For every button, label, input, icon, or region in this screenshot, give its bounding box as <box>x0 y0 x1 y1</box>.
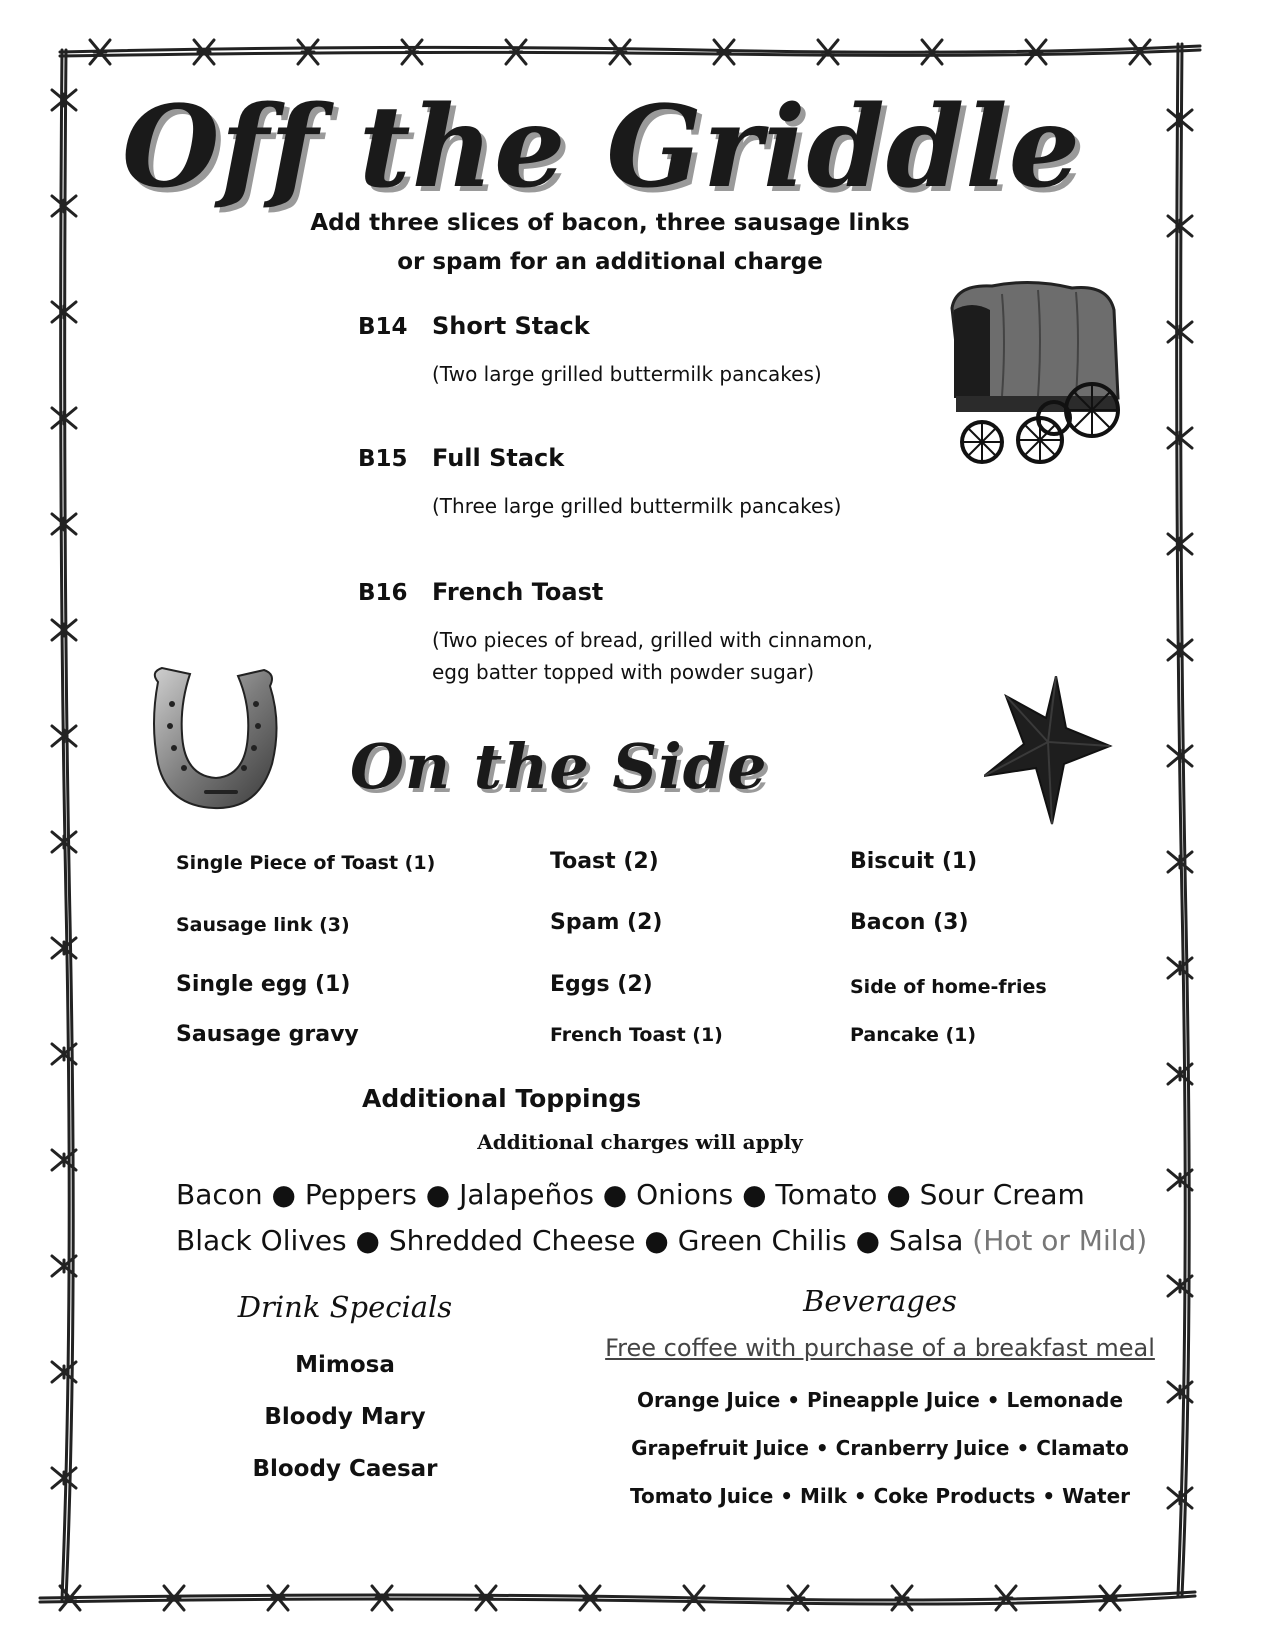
side-item: Sausage gravy <box>176 1022 359 1047</box>
item-description <box>432 490 841 522</box>
side-item: Eggs (2) <box>550 972 653 997</box>
drink-item: Mimosa <box>295 1352 395 1378</box>
wire-barb <box>402 40 422 64</box>
page-subtitle <box>300 204 920 282</box>
side-item: Pancake (1) <box>850 1024 977 1046</box>
salsa-heat-note: (Hot or Mild) <box>963 1224 1148 1257</box>
item-description-line: (Two pieces of bread, grilled with cinnamon, <box>432 628 874 652</box>
wire-barb <box>684 1586 704 1610</box>
wire-barb <box>1168 640 1192 660</box>
item-description <box>432 624 873 688</box>
wire-barb <box>1168 1488 1192 1508</box>
drink-specials-title: Drink Specials <box>237 1290 453 1324</box>
wire-barb <box>996 1586 1016 1610</box>
covered-wagon-icon <box>942 280 1142 480</box>
wire-barb <box>60 1586 80 1610</box>
wire-barb <box>52 832 76 852</box>
item-name: Full Stack <box>432 444 565 472</box>
toppings-line-2 <box>176 1224 1147 1257</box>
wire-barb <box>1168 216 1192 236</box>
wire-barb <box>90 40 110 64</box>
side-item: Single egg (1) <box>176 972 351 997</box>
toppings-line-1: Bacon ● Peppers ● Jalapeños ● Onions ● Tomato ● Sour Cream <box>176 1178 1085 1211</box>
drink-item: Bloody Caesar <box>252 1456 438 1482</box>
side-item: Spam (2) <box>550 910 663 935</box>
item-name: Short Stack <box>432 312 590 340</box>
wire-barb <box>788 1586 808 1610</box>
wire-barb <box>52 196 76 216</box>
wire-barb <box>52 620 76 640</box>
item-description-line: egg batter topped with powder sugar) <box>432 660 815 684</box>
wire-barb <box>52 408 76 428</box>
subtitle-line-2: or spam for an additional charge <box>397 249 823 275</box>
wire-barb <box>52 514 76 534</box>
beverages-title: Beverages <box>803 1284 957 1318</box>
horseshoe-icon <box>150 664 280 814</box>
wire-barb <box>818 40 838 64</box>
side-item: Single Piece of Toast (1) <box>176 852 436 874</box>
wire-barb <box>52 90 76 110</box>
wire-barb <box>1130 40 1150 64</box>
toppings-title: Additional Toppings <box>362 1084 642 1113</box>
drink-item: Bloody Mary <box>264 1404 426 1430</box>
item-name: French Toast <box>432 578 604 606</box>
wire-barb <box>1026 40 1046 64</box>
wire-barb <box>1100 1586 1120 1610</box>
side-item: Sausage link (3) <box>176 914 350 936</box>
side-item: Side of home-fries <box>850 976 1047 998</box>
wire-barb <box>1168 322 1192 342</box>
wire-barb <box>714 40 734 64</box>
wire-barb <box>1168 958 1192 978</box>
wire-barb <box>52 302 76 322</box>
side-item: Biscuit (1) <box>850 849 978 874</box>
side-item: French Toast (1) <box>550 1024 723 1046</box>
wire-barb <box>268 1586 288 1610</box>
wire-barb <box>892 1586 912 1610</box>
toppings-list: Black Olives ● Shredded Cheese ● Green Chilis ● Salsa <box>176 1224 964 1257</box>
item-code: B16 <box>358 580 408 606</box>
sides-grid <box>176 849 1116 1052</box>
wire-barb <box>1168 852 1192 872</box>
wire-barb <box>298 40 318 64</box>
wire-barb <box>580 1586 600 1610</box>
wire-barb <box>52 726 76 746</box>
section-title-on-the-side: On the Side <box>350 730 768 803</box>
subtitle-line-1: Add three slices of bacon, three sausage links <box>310 210 910 236</box>
wire-barb <box>506 40 526 64</box>
item-description <box>432 358 822 390</box>
wire-barb <box>1168 428 1192 448</box>
wire-barb <box>1168 534 1192 554</box>
beverage-line-2: Grapefruit Juice • Cranberry Juice • Clamato <box>631 1436 1129 1460</box>
wire-barb <box>52 1468 76 1488</box>
item-code: B15 <box>358 446 408 472</box>
side-item: Toast (2) <box>550 849 659 874</box>
item-description-line: (Three large grilled buttermilk pancakes) <box>432 494 842 518</box>
item-description-line: (Two large grilled buttermilk pancakes) <box>432 362 822 386</box>
wire-barb <box>194 40 214 64</box>
wire-barb <box>372 1586 392 1610</box>
wire-barb <box>164 1586 184 1610</box>
wire-barb <box>1168 746 1192 766</box>
wire-barb <box>52 938 76 958</box>
wire-barb <box>476 1586 496 1610</box>
side-item: Bacon (3) <box>850 910 969 935</box>
beverage-line-3: Tomato Juice • Milk • Coke Products • Water <box>630 1484 1130 1508</box>
page-title: Off the Griddle <box>122 82 1081 213</box>
toppings-note: Additional charges will apply <box>477 1130 803 1154</box>
beverage-line-1: Orange Juice • Pineapple Juice • Lemonade <box>636 1388 1124 1412</box>
item-code: B14 <box>358 314 408 340</box>
wire-barb <box>922 40 942 64</box>
free-coffee-note: Free coffee with purchase of a breakfast meal <box>605 1334 1155 1362</box>
star-icon <box>984 676 1114 826</box>
wire-barb <box>610 40 630 64</box>
